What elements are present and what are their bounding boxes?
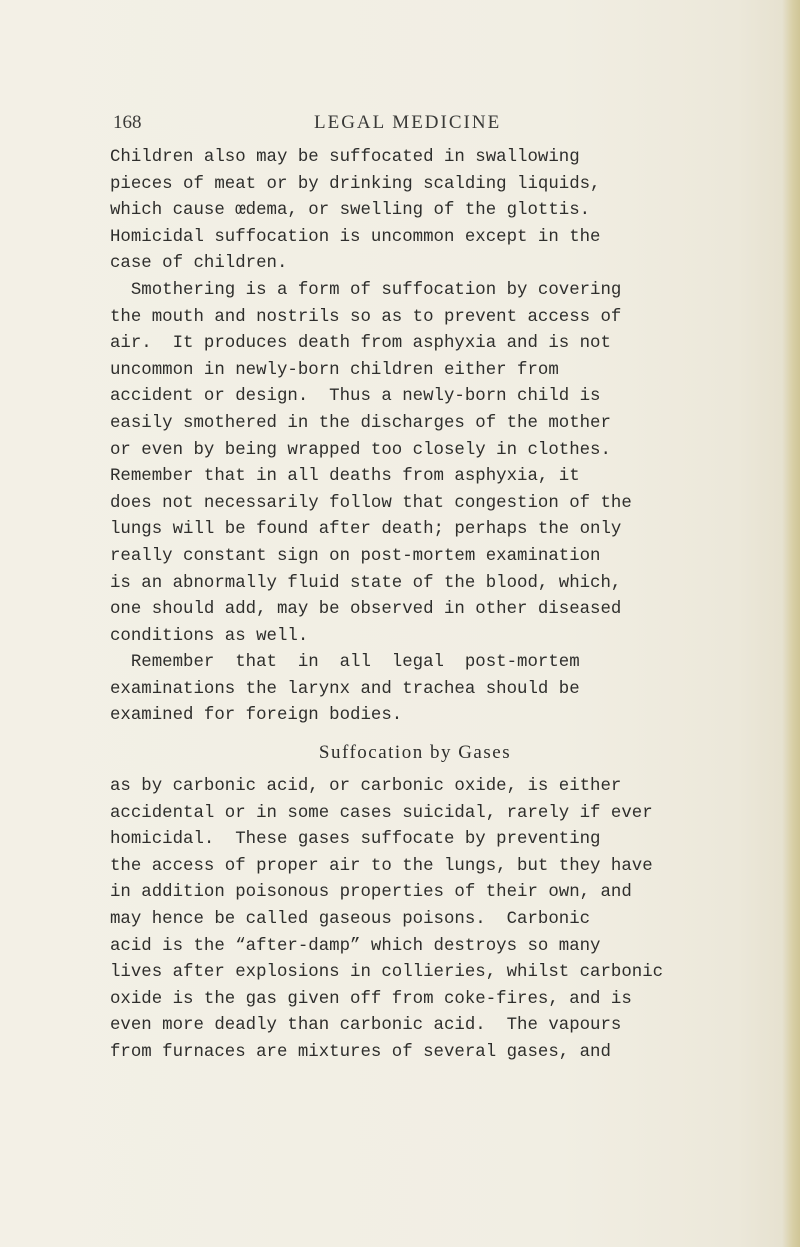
text-line: case of children. bbox=[110, 254, 288, 274]
text-line: lives after explosions in collieries, whilst carbonic bbox=[110, 963, 664, 983]
text-line: may hence be called gaseous poisons. Carbonic bbox=[110, 910, 591, 930]
text-line: really constant sign on post-mortem examination bbox=[110, 546, 601, 566]
text-line: conditions as well. bbox=[110, 626, 309, 646]
text-line: Children also may be suffocated in swallowing bbox=[110, 148, 580, 167]
text-line: in addition poisonous properties of their own, and bbox=[110, 883, 632, 903]
body-text bbox=[110, 145, 792, 1067]
text-line: accident or design. Thus a newly-born child is bbox=[110, 387, 601, 407]
text-line: is an abnormally fluid state of the blood, which, bbox=[110, 573, 622, 593]
text-line: pieces of meat or by drinking scalding liquids, bbox=[110, 174, 601, 194]
text-line: oxide is the gas given off from coke-fires, and is bbox=[110, 989, 632, 1009]
paragraphs bbox=[110, 145, 792, 730]
text-line: as by carbonic acid, or carbonic oxide, is either bbox=[110, 777, 622, 797]
paragraph bbox=[110, 278, 792, 650]
paragraph bbox=[110, 650, 792, 730]
paragraph bbox=[110, 145, 792, 278]
text-line: homicidal. These gases suffocate by preventing bbox=[110, 830, 601, 850]
text-line: Smothering is a form of suffocation by covering bbox=[110, 280, 622, 300]
text-line: uncommon in newly-born children either from bbox=[110, 360, 559, 380]
text-line: or even by being wrapped too closely in clothes. bbox=[110, 440, 611, 460]
text-line: Remember that in all legal post-mortem bbox=[110, 653, 580, 673]
section-paragraphs bbox=[110, 774, 792, 1067]
text-line: Homicidal suffocation is uncommon except in the bbox=[110, 227, 601, 247]
text-line: one should add, may be observed in other diseased bbox=[110, 600, 622, 620]
text-line: examined for foreign bodies. bbox=[110, 706, 403, 726]
text-line: does not necessarily follow that congestion of the bbox=[110, 493, 632, 513]
text-line: accidental or in some cases suicidal, rarely if ever bbox=[110, 803, 653, 823]
section-heading: Suffocation by Gases bbox=[318, 742, 512, 764]
text-line: the mouth and nostrils so as to prevent access of bbox=[110, 307, 622, 327]
text-line: examinations the larynx and trachea should be bbox=[110, 679, 580, 699]
page-number: 168 bbox=[113, 112, 142, 133]
text-line: even more deadly than carbonic acid. The vapours bbox=[110, 1016, 622, 1036]
text-line: which cause œdema, or swelling of the glottis. bbox=[110, 201, 591, 221]
running-head bbox=[113, 112, 793, 136]
text-line: air. It produces death from asphyxia and is not bbox=[110, 334, 611, 354]
text-line: acid is the “after-damp” which destroys so many bbox=[110, 936, 601, 956]
text-line: easily smothered in the discharges of the mother bbox=[110, 413, 611, 433]
text-line: lungs will be found after death; perhaps the only bbox=[110, 520, 622, 540]
text-line: the access of proper air to the lungs, but they have bbox=[110, 856, 653, 876]
running-title: LEGAL MEDICINE bbox=[314, 112, 502, 133]
paragraph bbox=[110, 774, 792, 1067]
text-line: from furnaces are mixtures of several gases, and bbox=[110, 1043, 611, 1062]
text-line: Remember that in all deaths from asphyxia, it bbox=[110, 467, 580, 487]
